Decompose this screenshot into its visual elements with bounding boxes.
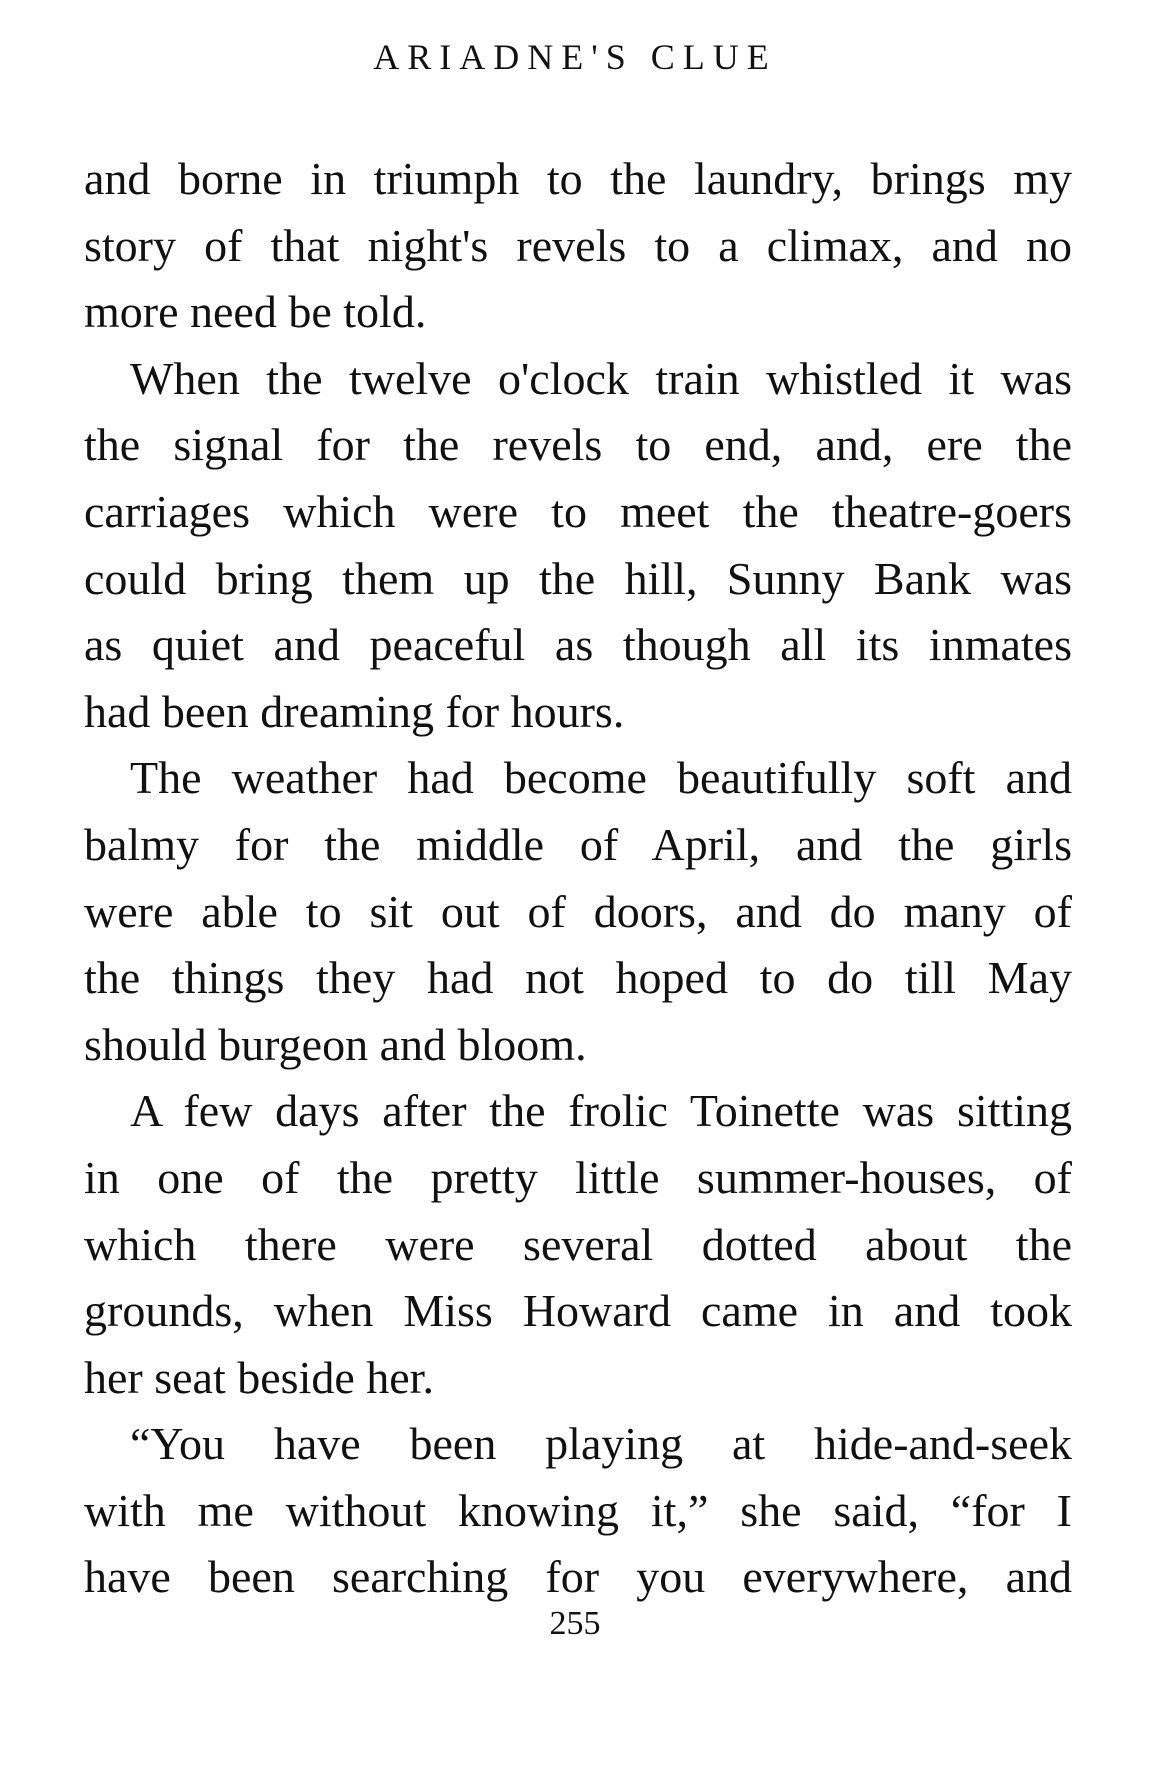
text-line: the things they had not hoped to do till May: [84, 952, 1072, 1004]
text-line: The weather had become beautifully soft and: [130, 752, 1072, 804]
text-line: story of that night's revels to a climax, and no: [84, 219, 1072, 271]
text-line: more need be told.: [84, 286, 427, 338]
text-line: had been dreaming for hours.: [84, 685, 625, 737]
text-line: A few days after the frolic Toinette was sitting: [130, 1085, 1072, 1137]
page-number: 255: [549, 1605, 601, 1642]
text-line: as quiet and peaceful as though all its inmates: [84, 619, 1072, 671]
text-line: which there were several dotted about the: [84, 1218, 1072, 1270]
text-line: could bring them up the hill, Sunny Bank was: [84, 552, 1072, 604]
text-line: and borne in triumph to the laundry, brings my: [84, 153, 1072, 204]
text-line: with me without knowing it,” she said, “for I: [84, 1484, 1072, 1536]
text-line: carriages which were to meet the theatre-goers: [84, 485, 1072, 537]
text-line: grounds, when Miss Howard came in and took: [84, 1285, 1072, 1337]
text-line: in one of the pretty little summer-houses, of: [84, 1151, 1072, 1203]
text-line: balmy for the middle of April, and the girls: [84, 818, 1072, 870]
text-line: “You have been playing at hide-and-seek: [130, 1418, 1072, 1470]
body-text: [84, 146, 1072, 1611]
text-line: the signal for the revels to end, and, ere the: [84, 419, 1072, 471]
text-line: should burgeon and bloom.: [84, 1018, 587, 1070]
running-title: ARIADNE'S CLUE: [373, 37, 777, 77]
text-line: have been searching for you everywhere, and: [84, 1551, 1072, 1603]
text-line: her seat beside her.: [84, 1351, 434, 1403]
text-line: were able to sit out of doors, and do many of: [84, 885, 1072, 937]
text-line: When the twelve o'clock train whistled it was: [130, 352, 1072, 404]
